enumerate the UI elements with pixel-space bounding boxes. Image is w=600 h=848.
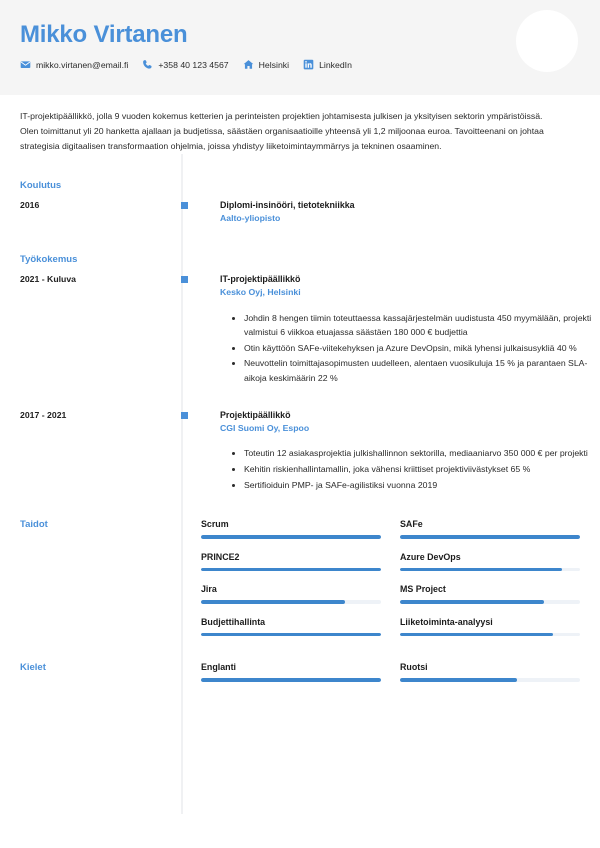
education-entry: [0, 199, 600, 226]
experience-bullets: [220, 311, 600, 386]
timeline-marker-icon: [181, 412, 188, 419]
skill-level-fill: [400, 568, 562, 572]
language-level-bar: [201, 678, 381, 682]
resume-header: [0, 0, 600, 95]
skill-level-bar: [400, 633, 580, 637]
skill-name: Budjettihallinta: [201, 616, 266, 627]
skill-item: [400, 519, 580, 539]
experience-bullets: [220, 446, 600, 492]
timeline-marker-icon: [181, 202, 188, 209]
contact-linkedin[interactable]: [303, 59, 352, 70]
envelope-icon: [20, 59, 31, 70]
contact-email[interactable]: [20, 59, 128, 70]
section-label-skills: Taidot: [20, 519, 48, 531]
languages-grid: [181, 662, 600, 682]
skill-level-bar: [400, 568, 580, 572]
language-name: Ruotsi: [400, 662, 428, 673]
education-entry-title: Diplomi-insinööri, tietotekniikka: [220, 199, 355, 210]
section-label-languages: Kielet: [20, 662, 46, 674]
skill-level-bar: [201, 535, 381, 539]
linkedin-icon: [303, 59, 314, 70]
summary-text: IT-projektipäällikkö, jolla 9 vuoden kokemus ketterien ja perinteisten projektien johtamisesta julkisen ja yksityisen sektorin ympäristöissä. Olen toimittanut yli 20 hanketta ajallaan ja budjetissa, säästäen organisaatioille yhteensä yli 1,2 miljoonaa euroa. Tavoitteenani on johtaa strategisia digitaalisen transformaation ohjelmia, joissa yhdistyy liiketoimintaymmärrys ja tekninen osaaminen.: [20, 111, 544, 151]
list-item: Otin käyttöön SAFe-viitekehyksen ja Azure DevOpsin, mikä lyhensi julkaisusykliä 40 %: [232, 341, 600, 356]
section-languages: [0, 662, 600, 682]
skill-item: [201, 584, 381, 604]
education-entry-org: Aalto-yliopisto: [220, 212, 281, 223]
language-name: Englanti: [201, 662, 237, 673]
contact-location-text: Helsinki: [258, 59, 290, 70]
experience-entry-title: IT-projektipäällikkö: [220, 273, 301, 284]
skill-level-fill: [400, 633, 553, 637]
page-title: Mikko Virtanen: [20, 21, 188, 48]
experience-entry: [0, 273, 600, 387]
skill-name: Jira: [201, 584, 217, 595]
skill-name: MS Project: [400, 584, 446, 595]
skill-name: Liiketoiminta-analyysi: [400, 616, 493, 627]
skill-level-bar: [201, 568, 381, 572]
experience-entry: [0, 409, 600, 494]
section-experience: [0, 254, 600, 265]
skill-item: [201, 519, 381, 539]
contact-phone[interactable]: [142, 59, 228, 70]
contact-linkedin-text: LinkedIn: [319, 59, 352, 70]
list-item: Kehitin riskienhallintamallin, joka vähensi kriittiset projektiviivästykset 65 %: [232, 462, 600, 477]
skill-level-bar: [400, 535, 580, 539]
skills-grid: [181, 519, 600, 636]
experience-entry-org: CGI Suomi Oy, Espoo: [220, 422, 310, 433]
skill-level-fill: [201, 568, 381, 572]
skill-level-bar: [201, 600, 381, 604]
contact-location: [243, 59, 289, 70]
section-skills: [0, 519, 600, 636]
skill-name: SAFe: [400, 519, 423, 530]
skill-name: Scrum: [201, 519, 229, 530]
skill-item: [201, 552, 381, 572]
list-item: Johdin 8 hengen tiimin toteuttaessa kassajärjestelmän uudistusta 450 myymälään, projekti valmistui 6 viikkoa etuajassa säästäen 180 000 € budjettia: [232, 311, 600, 340]
skill-item: [400, 552, 580, 572]
experience-entry-date: 2021 - Kuluva: [20, 273, 77, 284]
skill-item: [201, 617, 381, 637]
phone-icon: [142, 59, 153, 70]
language-level-bar: [400, 678, 580, 682]
skill-level-fill: [201, 535, 381, 539]
experience-entry-title: Projektipäällikkö: [220, 409, 291, 420]
section-label-experience: Työkokemus: [20, 253, 78, 265]
skill-level-fill: [201, 633, 381, 637]
skill-level-fill: [201, 600, 345, 604]
home-icon: [243, 59, 254, 70]
list-item: Neuvottelin toimittajasopimusten uudelleen, alentaen vuosikuluja 15 % ja parantaen SLA-aikoja keskimäärin 22 %: [232, 356, 600, 385]
section-education: [0, 180, 600, 191]
contact-email-text: mikko.virtanen@email.fi: [36, 59, 129, 70]
skill-level-fill: [400, 600, 544, 604]
skill-level-fill: [400, 535, 580, 539]
list-item: Sertifioiduin PMP- ja SAFe-agilistiksi vuonna 2019: [232, 478, 600, 493]
list-item: Toteutin 12 asiakasprojektia julkishallinnon sektorilla, mediaaniarvo 350 000 € per projekti: [232, 446, 600, 461]
skill-item: [400, 617, 580, 637]
contact-row: [20, 59, 580, 70]
skill-level-bar: [201, 633, 381, 637]
language-level-fill: [201, 678, 381, 682]
avatar: [516, 10, 578, 72]
resume-body: [0, 154, 600, 682]
timeline-marker-icon: [181, 276, 188, 283]
contact-phone-text: +358 40 123 4567: [158, 59, 229, 70]
language-item: [201, 662, 381, 682]
experience-entry-org: Kesko Oyj, Helsinki: [220, 286, 301, 297]
skill-item: [400, 584, 580, 604]
skill-name: PRINCE2: [201, 551, 240, 562]
language-item: [400, 662, 580, 682]
skill-name: Azure DevOps: [400, 551, 461, 562]
section-label-education: Koulutus: [20, 179, 62, 191]
language-level-fill: [400, 678, 517, 682]
skill-level-bar: [400, 600, 580, 604]
experience-entry-date: 2017 - 2021: [20, 409, 67, 420]
education-entry-date: 2016: [20, 199, 40, 210]
